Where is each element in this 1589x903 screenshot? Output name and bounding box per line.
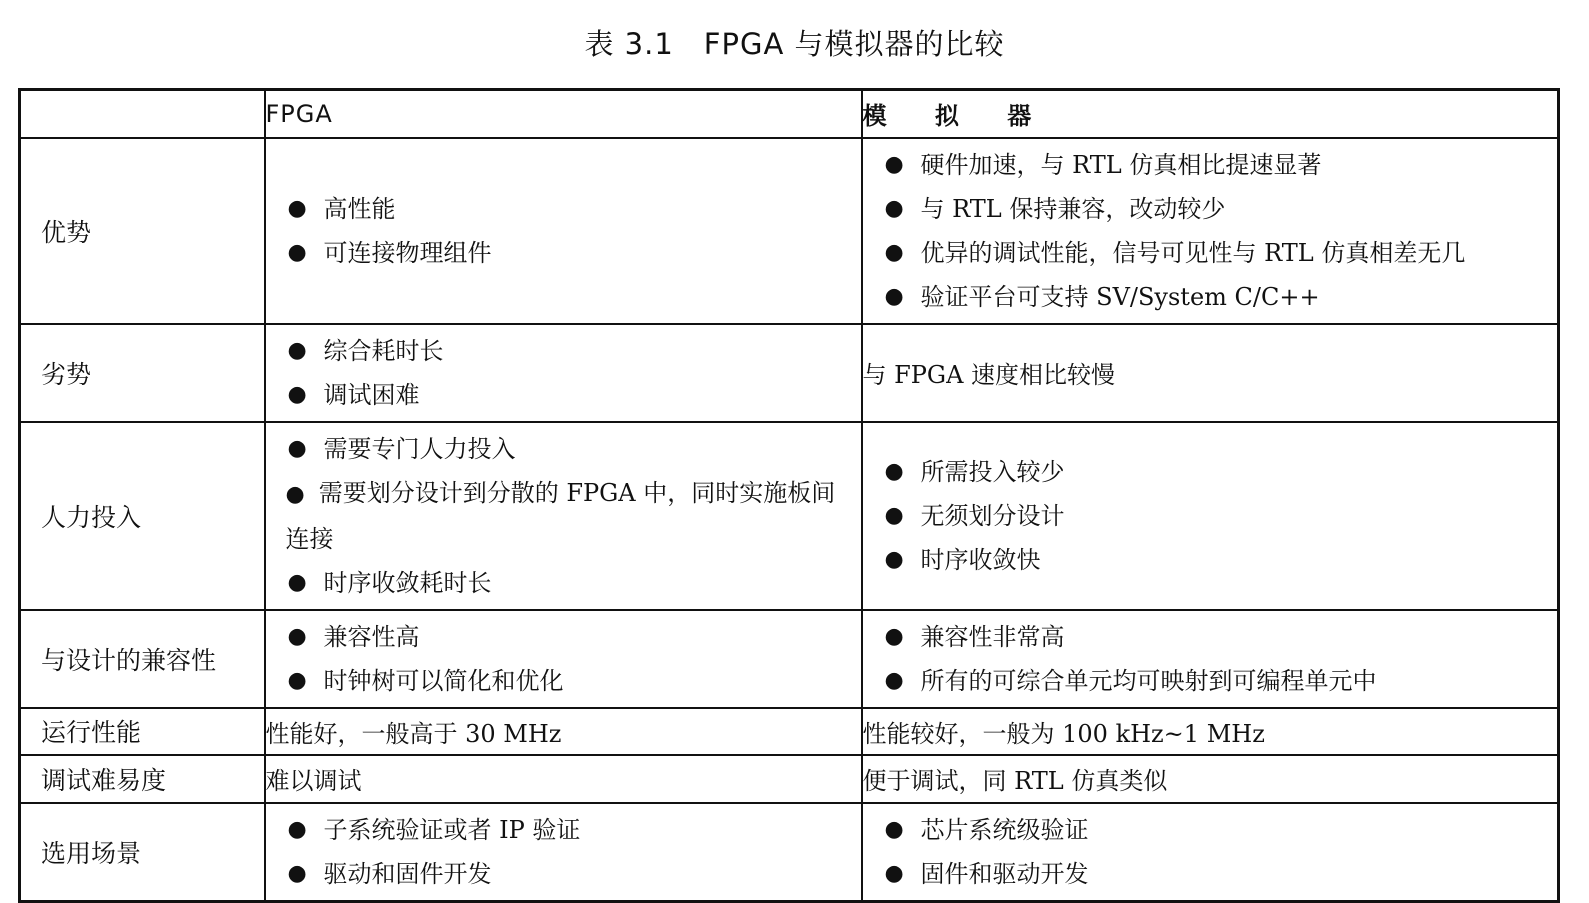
bullet-text: 优异的调试性能，信号可见性与 RTL 仿真相差无几 — [920, 238, 1466, 267]
bullet-item — [883, 275, 1548, 319]
bullet-icon: ● — [287, 569, 307, 595]
bullet-item — [286, 373, 851, 417]
bullet-text: 芯片系统级验证 — [920, 815, 1089, 844]
bullet-item — [883, 808, 1548, 852]
bullet-text: 硬件加速，与 RTL 仿真相比提速显著 — [920, 150, 1322, 179]
bullet-icon: ● — [287, 381, 307, 407]
bullet-item — [883, 187, 1548, 231]
fpga-cell: 性能好，一般高于 30 MHz — [265, 708, 862, 755]
table-row — [20, 610, 1559, 708]
bullet-item — [883, 852, 1548, 896]
bullet-text: 需要专门人力投入 — [323, 434, 516, 463]
bullet-icon: ● — [884, 151, 904, 177]
bullet-icon: ● — [884, 546, 904, 572]
bullet-text: 调试困难 — [323, 380, 420, 409]
bullet-icon: ● — [884, 816, 904, 842]
simulator-cell: 便于调试，同 RTL 仿真类似 — [862, 755, 1559, 803]
simulator-cell — [862, 138, 1559, 324]
header-simulator: 模 拟 器 — [862, 90, 1559, 138]
bullet-item — [286, 659, 851, 703]
bullet-item — [286, 427, 851, 471]
bullet-icon: ● — [884, 283, 904, 309]
fpga-cell: 难以调试 — [265, 755, 862, 803]
bullet-text: 需要划分设计到分散的 FPGA 中，同时实施板间连接 — [285, 478, 836, 553]
bullet-text: 兼容性非常高 — [920, 622, 1065, 651]
bullet-text: 时序收敛快 — [920, 545, 1041, 574]
bullet-icon: ● — [884, 239, 904, 265]
bullet-icon: ● — [285, 481, 305, 507]
row-label: 优势 — [20, 138, 265, 324]
bullet-item — [883, 538, 1548, 582]
table-row — [20, 422, 1559, 610]
bullet-icon: ● — [287, 195, 307, 221]
bullet-item — [286, 187, 851, 231]
bullet-item — [883, 659, 1548, 703]
row-label: 调试难易度 — [20, 755, 265, 803]
bullet-icon: ● — [287, 337, 307, 363]
row-label: 人力投入 — [20, 422, 265, 610]
table-header-row — [20, 90, 1559, 138]
row-label: 选用场景 — [20, 803, 265, 902]
bullet-text: 兼容性高 — [323, 622, 420, 651]
table-row — [20, 138, 1559, 324]
simulator-cell — [862, 422, 1559, 610]
bullet-text: 可连接物理组件 — [323, 238, 492, 267]
bullet-text: 时钟树可以简化和优化 — [323, 666, 564, 695]
bullet-text: 高性能 — [323, 194, 396, 223]
simulator-cell — [862, 803, 1559, 902]
header-blank-cell — [20, 90, 265, 138]
bullet-icon: ● — [884, 458, 904, 484]
header-fpga: FPGA — [265, 90, 862, 138]
fpga-cell — [265, 422, 862, 610]
bullet-item — [883, 450, 1548, 494]
bullet-text: 固件和驱动开发 — [920, 859, 1089, 888]
bullet-icon: ● — [884, 623, 904, 649]
fpga-cell — [265, 610, 862, 708]
bullet-icon: ● — [884, 502, 904, 528]
bullet-item — [286, 808, 851, 852]
bullet-text: 综合耗时长 — [323, 336, 444, 365]
table-row — [20, 708, 1559, 755]
bullet-text: 验证平台可支持 SV/System C/C++ — [920, 282, 1320, 311]
bullet-item — [883, 143, 1548, 187]
fpga-cell — [265, 803, 862, 902]
simulator-cell: 性能较好，一般为 100 kHz~1 MHz — [862, 708, 1559, 755]
bullet-item — [286, 852, 851, 896]
comparison-table — [18, 88, 1560, 903]
bullet-icon: ● — [287, 816, 307, 842]
table-caption: 表 3.1 FPGA 与模拟器的比较 — [584, 27, 1005, 61]
table-row — [20, 755, 1559, 803]
bullet-icon: ● — [884, 860, 904, 886]
fpga-cell — [265, 138, 862, 324]
simulator-cell — [862, 610, 1559, 708]
bullet-icon: ● — [884, 195, 904, 221]
bullet-icon: ● — [287, 860, 307, 886]
row-label: 与设计的兼容性 — [20, 610, 265, 708]
bullet-icon: ● — [884, 667, 904, 693]
row-label: 运行性能 — [20, 708, 265, 755]
bullet-item — [286, 231, 851, 275]
bullet-item — [286, 561, 851, 605]
bullet-icon: ● — [287, 623, 307, 649]
bullet-item — [286, 615, 851, 659]
bullet-text: 时序收敛耗时长 — [323, 568, 492, 597]
bullet-text: 无须划分设计 — [920, 501, 1065, 530]
bullet-icon: ● — [287, 667, 307, 693]
table-row — [20, 324, 1559, 422]
bullet-item — [883, 615, 1548, 659]
table-row — [20, 803, 1559, 902]
row-label: 劣势 — [20, 324, 265, 422]
bullet-text: 与 RTL 保持兼容，改动较少 — [920, 194, 1226, 223]
bullet-text: 子系统验证或者 IP 验证 — [323, 815, 581, 844]
simulator-cell: 与 FPGA 速度相比较慢 — [862, 324, 1559, 422]
bullet-item — [883, 494, 1548, 538]
bullet-icon: ● — [287, 239, 307, 265]
bullet-text: 所有的可综合单元均可映射到可编程单元中 — [920, 666, 1377, 695]
bullet-icon: ● — [287, 435, 307, 461]
bullet-item — [286, 329, 851, 373]
bullet-text: 驱动和固件开发 — [323, 859, 492, 888]
fpga-cell — [265, 324, 862, 422]
bullet-item — [883, 231, 1548, 275]
bullet-item — [286, 471, 851, 561]
bullet-text: 所需投入较少 — [920, 457, 1065, 486]
